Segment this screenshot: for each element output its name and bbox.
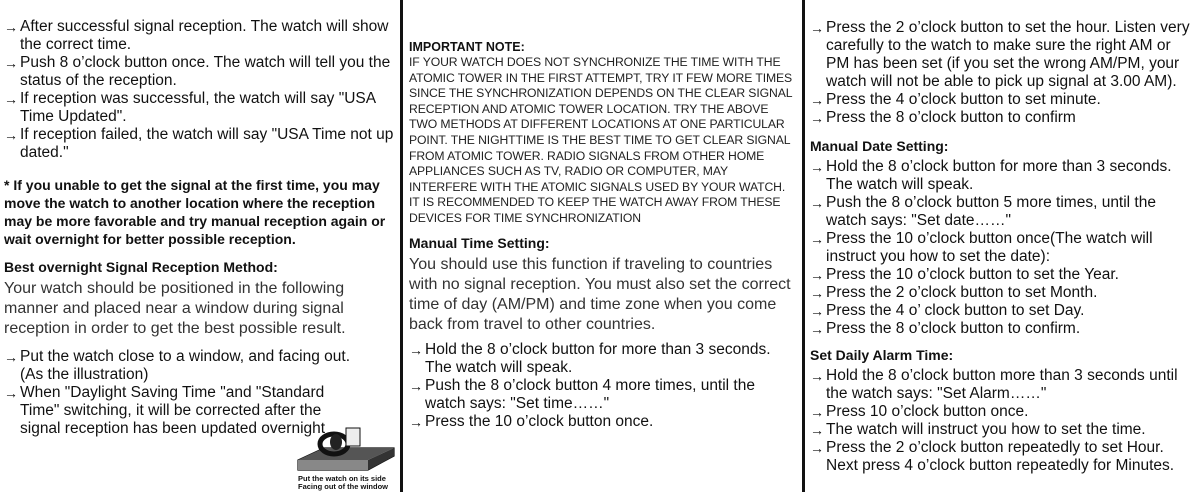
arrow-icon: → [810,110,824,126]
daily-alarm-list [810,367,1198,475]
arrow-icon: → [4,55,18,71]
list-item: → Press the 10 o’clock button once(The watch will instruct you how to set the date): [810,230,1153,265]
illustration-caption: Put the watch on its side Facing out of the window [298,474,388,491]
arrow-icon: → [810,231,824,247]
list-item: → Press the 2 o’clock button to set the hour. Listen very carefully to the watch to make sure the right AM or PM has been set (if you set the wrong AM/PM, your watch will not be able to pick up signal at 3.00 AM). [810,19,1190,90]
list-item: → Press the 2 o’clock button repeatedly to set Hour. Next press 4 o’clock button repeatedly for Minutes. [810,439,1175,474]
arrow-icon: → [810,321,824,337]
list-item: → Press 10 o’clock button once. [810,403,1029,420]
list-item: → Press the 4 o’clock button to set minute. [810,91,1101,108]
list-item: → When "Daylight Saving Time "and "Standard Time" switching, it will be corrected after the signal reception has been updated overnight [4,384,326,437]
arrow-icon: → [810,92,824,108]
arrow-icon: → [810,303,824,319]
important-note-body: IF YOUR WATCH DOES NOT SYNCHRONIZE THE TIME WITH THE ATOMIC TOWER IN THE FIRST ATTEMPT, TRY IT FEW MORE TIMES SINCE THE SYNCHRONIZATION DEPENDS ON THE CLEAR SIGNAL RECEPTION AND ATOMIC TOWER LOCATION. TRY THE ABOVE TWO METHODS AT DIFFERENT LOCATIONS AT ONE PARTICULAR POINT. THE NIGHTTIME IS THE BEST TIME TO GET CLEAR SIGNAL FROM ATOMIC TOWER. RADIO SIGNALS FROM OTHER HOME APPLIANCES SUCH AS TV, RADIO OR COMPUTER, MAY INTERFERE WITH THE ATOMIC SIGNALS USED BY YOUR WATCH. IT IS RECOMMENDED TO KEEP THE WATCH AWAY FROM THESE DEVICES FOR TIME SYNCHRONIZATION [409,55,793,225]
manual-time-body: You should use this function if traveling to countries with no signal reception. You must also set the correct time of day (AM/PM) and time zone when you come back from travel to other countries. [409,255,791,333]
list-item: → Hold the 8 o’clock button more than 3 seconds until the watch says: "Set Alarm……" [810,367,1178,402]
list-item: → Press the 2 o’clock button to set Month. [810,284,1098,301]
best-method-body: Your watch should be positioned in the following manner and placed near a window during signal reception in order to get the best possible result. [4,280,346,337]
arrow-icon: → [810,285,824,301]
list-item: → Press the 8 o’clock button to confirm. [810,320,1081,337]
list-item: → Hold the 8 o’clock button for more than 3 seconds. The watch will speak. [810,158,1172,193]
manual-time-list [409,341,798,431]
arrow-icon: → [810,195,824,211]
list-item: → Push the 8 o’clock button 5 more times, until the watch says: "Set date……" [810,194,1156,229]
manual-date-list [810,158,1198,338]
best-method-heading: Best overnight Signal Reception Method: [4,259,278,275]
list-item: → Push 8 o’clock button once. The watch will tell you the status of the reception. [4,54,391,89]
arrow-icon: → [4,91,18,107]
list-item: → Push the 8 o’clock button 4 more times, until the watch says: "Set time……" [409,376,755,412]
arrow-icon: → [810,404,824,420]
arrow-icon: → [4,19,18,35]
list-item: → Press the 10 o’clock button to set the Year. [810,266,1119,283]
list-item: → After successful signal reception. The watch will show the correct time. [4,18,389,53]
column-middle [404,0,802,492]
list-item: → Put the watch close to a window, and facing out. (As the illustration) [4,348,351,383]
column-right [806,0,1200,492]
list-item: → If reception was successful, the watch will say "USA Time Updated". [4,90,376,125]
list-item: → The watch will instruct you how to set the time. [810,421,1146,438]
list-item: → Press the 4 o’ clock button to set Day. [810,302,1085,319]
arrow-icon: → [4,349,18,365]
arrow-icon: → [810,159,824,175]
manual-date-heading: Manual Date Setting: [810,138,949,154]
manual-time-heading: Manual Time Setting: [409,234,550,251]
arrow-icon: → [409,377,423,394]
important-note-heading: IMPORTANT NOTE: [409,40,525,54]
daily-alarm-heading: Set Daily Alarm Time: [810,347,954,363]
column-divider-right [802,0,805,492]
intro-list [4,18,396,162]
arrow-icon: → [409,413,423,430]
arrow-icon: → [810,368,824,384]
list-item: → Hold the 8 o’clock button for more than 3 seconds. The watch will speak. [409,340,771,376]
column-divider-left [400,0,403,492]
manual-time-continued-list [810,19,1198,127]
arrow-icon: → [4,385,18,401]
arrow-icon: → [810,20,824,36]
arrow-icon: → [4,127,18,143]
list-item: → Press the 8 o’clock button to confirm [810,109,1076,126]
arrow-icon: → [409,341,423,358]
list-item: → If reception failed, the watch will say "USA Time not up dated." [4,126,394,161]
arrow-icon: → [810,267,824,283]
arrow-icon: → [810,440,824,456]
arrow-icon: → [810,422,824,438]
column-left [0,0,400,492]
reception-tip: * If you unable to get the signal at the first time, you may move the watch to another location where the reception may be more favorable and try manual reception again or wait overnight for better possible reception. [4,177,386,247]
list-item: → Press the 10 o’clock button once. [409,412,654,430]
